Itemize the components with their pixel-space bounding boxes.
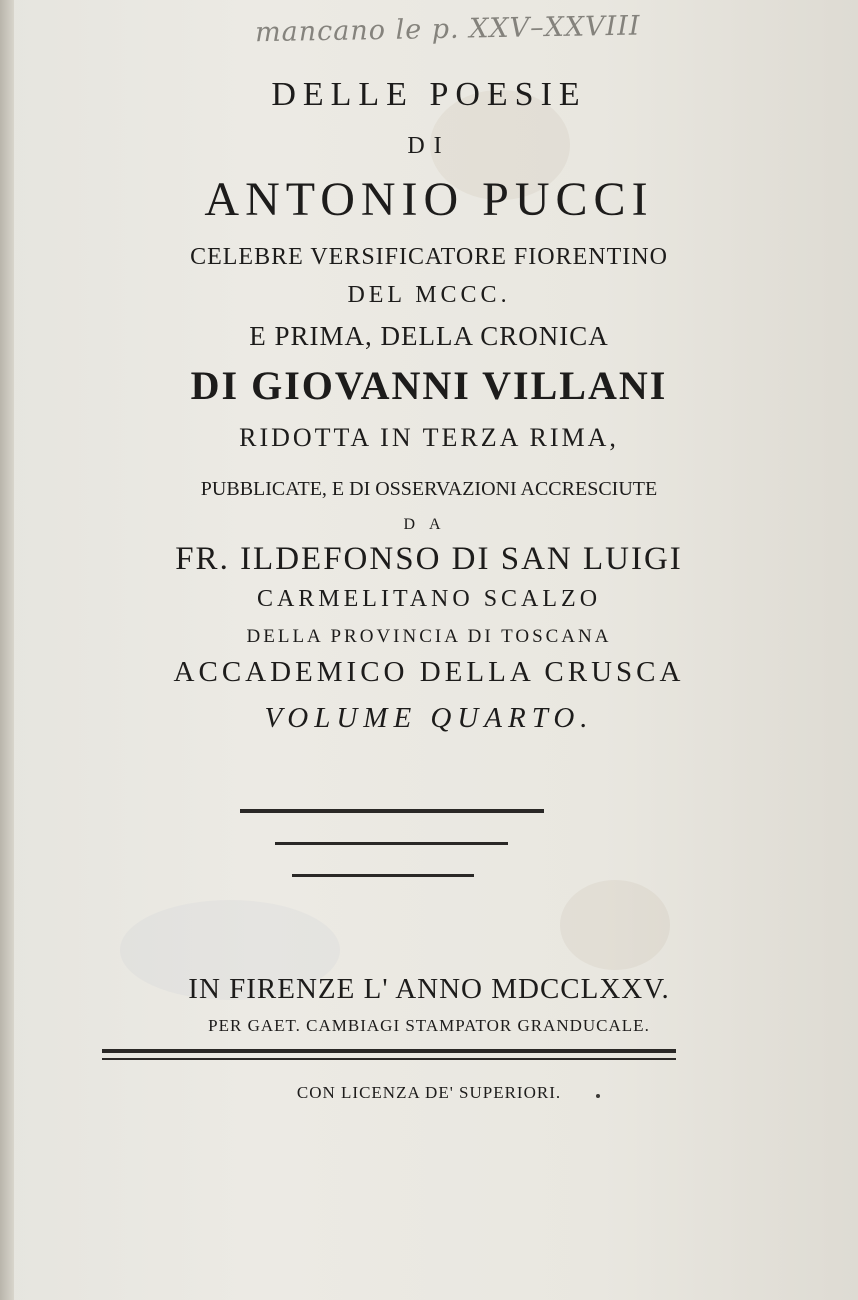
stray-dot <box>596 1094 600 1098</box>
author-century: DEL MCCC. <box>347 282 511 308</box>
imprint-license: CON LICENZA DE' SUPERIORI. <box>296 1083 562 1102</box>
ornament-rule-top <box>240 809 544 813</box>
ornament-rule-bottom <box>292 874 474 877</box>
handwritten-note: mancano le p. XXV–XXVIII <box>254 10 641 49</box>
title-line-2: DI <box>407 133 451 159</box>
imprint-place-year: IN FIRENZE L' ANNO MDCCLXXV. <box>188 973 670 1005</box>
by-line: DA <box>403 516 455 533</box>
imprint-rule-thick <box>102 1049 676 1053</box>
imprint-rule-thin <box>102 1058 676 1060</box>
religious-order: CARMELITANO SCALZO <box>256 586 602 612</box>
title-line-1: DELLE POESIE <box>271 76 587 113</box>
editor-name: FR. ILDEFONSO DI SAN LUIGI <box>175 541 683 577</box>
volume: VOLUME QUARTO. <box>264 702 594 734</box>
imprint-printer: PER GAET. CAMBIAGI STAMPATOR GRANDUCALE. <box>208 1016 650 1035</box>
province: DELLA PROVINCIA DI TOSCANA <box>246 626 612 647</box>
chronicle-author: DI GIOVANNI VILLANI <box>190 363 668 408</box>
paper-stain <box>560 880 670 970</box>
author-name: ANTONIO PUCCI <box>204 173 654 226</box>
subtitle: E PRIMA, DELLA CRONICA <box>249 321 609 351</box>
author-epithet: CELEBRE VERSIFICATORE FIORENTINO <box>190 244 668 270</box>
published-line: PUBBLICATE, E DI OSSERVAZIONI ACCRESCIUTE <box>200 478 658 500</box>
academy: ACCADEMICO DELLA CRUSCA <box>173 656 685 688</box>
ornament-rule-middle <box>275 842 508 845</box>
verse-form: RIDOTTA IN TERZA RIMA, <box>239 423 619 452</box>
